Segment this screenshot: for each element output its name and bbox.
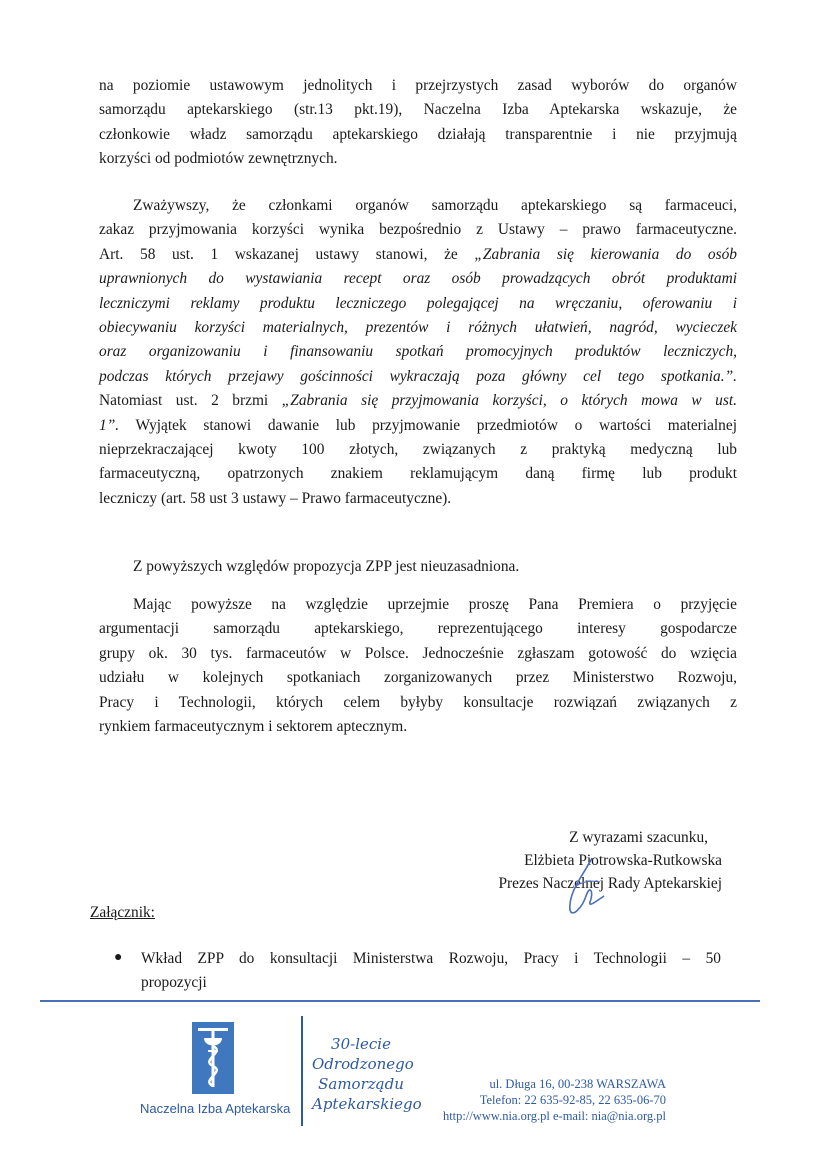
quote-line xyxy=(99,340,737,364)
text-line: farmaceutyczną, opatrzonych znakiem reklamującym daną firmę lub produkt xyxy=(99,465,737,483)
text-line: korzyści od podmiotów zewnętrznych. xyxy=(99,150,338,168)
footer-divider xyxy=(40,1000,760,1002)
signer-name: Elżbieta Piotrowska-Rutkowska xyxy=(524,852,722,869)
text-line: Pracy i Technologii, których celem byłyby konsultacje rozwiązań związanych z xyxy=(99,693,737,711)
text-line: zakaz przyjmowania korzyści wynika bezpośrednio z Ustawy – prawo farmaceutyczne. xyxy=(99,221,737,239)
text-line: nieprzekraczającej kwoty 100 złotych, związanych z praktyką medyczną lub xyxy=(99,441,737,459)
quote-text: „Zabrania się przyjmowania korzyści, o których mowa w ust. xyxy=(281,392,737,410)
text-line: grupy ok. 30 tys. farmaceutów w Polsce. Jednocześnie zgłaszam gotowość do wzięcia xyxy=(99,644,737,662)
quote-text: 1”. xyxy=(99,416,120,434)
text-line: argumentacji samorządu aptekarskiego, reprezentującego interesy gospodarcze xyxy=(99,620,737,638)
phone: Telefon: 22 635-92-85, 22 635-06-70 xyxy=(479,1093,666,1107)
quote-text: oraz organizowaniu i finansowaniu spotkań promocyjnych produktów leczniczych, xyxy=(99,343,737,361)
quote-text: „Zabrania się kierowania do osób xyxy=(474,245,737,263)
text-line: udziału w kolejnych spotkaniach zorganizowanych przez Ministerstwo Rozwoju, xyxy=(99,669,737,687)
anniversary-line: Odrodzonego xyxy=(312,1055,414,1073)
web-email[interactable]: http://www.nia.org.pl e-mail: nia@nia.org.pl xyxy=(442,1109,666,1123)
anniversary-line: Samorządu xyxy=(318,1075,404,1093)
quote-text: leczniczymi reklamy produktu leczniczego polegającej na wręczaniu, oferowaniu i xyxy=(99,294,737,312)
handwritten-signature xyxy=(548,852,618,922)
anniversary-line: 30-lecie xyxy=(331,1035,391,1053)
quote-line xyxy=(99,365,737,389)
text-line: Zważywszy, że członkami organów samorządu aptekarskiego są farmaceuci, xyxy=(133,197,737,214)
text-line: na poziomie ustawowym jednolitych i przejrzystych zasad wyborów do organów xyxy=(99,77,737,94)
quote-text: podczas których przejawy gościnności wykraczają poza główny cel tego spotkania.”. xyxy=(99,367,737,385)
quote-line xyxy=(99,292,737,316)
attachment-label: Załącznik: xyxy=(90,904,155,921)
signer-title: Prezes Naczelnej Rady Aptekarskiej xyxy=(498,875,722,892)
org-name: Naczelna Izba Aptekarska xyxy=(140,1101,291,1116)
footer-vertical-divider xyxy=(301,1016,303,1126)
quote-line xyxy=(99,316,737,340)
text-line: Wkład ZPP do konsultacji Ministerstwa Rozwoju, Pracy i Technologii – 50 xyxy=(141,950,721,967)
attachment-item xyxy=(141,947,721,995)
text-line: członkowie władz samorządu aptekarskiego działają transparentnie i nie przyjmują xyxy=(99,125,737,143)
quote-text: obiecywaniu korzyści materialnych, prezentów i różnych ułatwień, nagród, wycieczek xyxy=(99,319,737,337)
text-line: Mając powyższe na względzie uprzejmie proszę Pana Premiera o przyjęcie xyxy=(133,596,737,613)
text-line: rynkiem farmaceutycznym i sektorem aptecznym. xyxy=(99,718,408,736)
text-line: samorządu aptekarskiego (str.13 pkt.19), Naczelna Izba Aptekarska wskazuje, że xyxy=(99,101,737,119)
text-line: Z powyższych względów propozycja ZPP jest nieuzasadniona. xyxy=(133,558,520,575)
anniversary-line: Aptekarskiego xyxy=(312,1095,422,1113)
closing: Z wyrazami szacunku, xyxy=(569,829,708,846)
anniversary-mark xyxy=(312,1034,422,1114)
quote-text: uprawnionych do wystawiania recept oraz osób prowadzących obrót produktami xyxy=(99,270,737,288)
paragraph-3 xyxy=(99,555,737,579)
text-line: leczniczy (art. 58 ust 3 ustawy – Prawo farmaceutyczne). xyxy=(99,489,452,507)
text-line: propozycji xyxy=(141,974,207,991)
paragraph-1 xyxy=(99,74,737,172)
pharmacy-logo-icon xyxy=(192,1022,234,1094)
contact-block xyxy=(420,1076,666,1124)
bullet-icon: ● xyxy=(114,950,123,965)
paragraph-2 xyxy=(99,194,737,511)
paragraph-4 xyxy=(99,593,737,739)
text-line xyxy=(99,243,737,267)
text-line xyxy=(99,414,737,438)
text-line xyxy=(99,389,737,413)
quote-line xyxy=(99,267,737,291)
address: ul. Długa 16, 00-238 WARSZAWA xyxy=(489,1077,666,1091)
text-run: Art. 58 ust. 1 wskazanej ustawy stanowi, że xyxy=(99,245,475,263)
text-run: Wyjątek stanowi dawanie lub przyjmowanie przedmiotów o wartości materialnej xyxy=(119,416,737,434)
text-run: Natomiast ust. 2 brzmi xyxy=(99,392,282,410)
